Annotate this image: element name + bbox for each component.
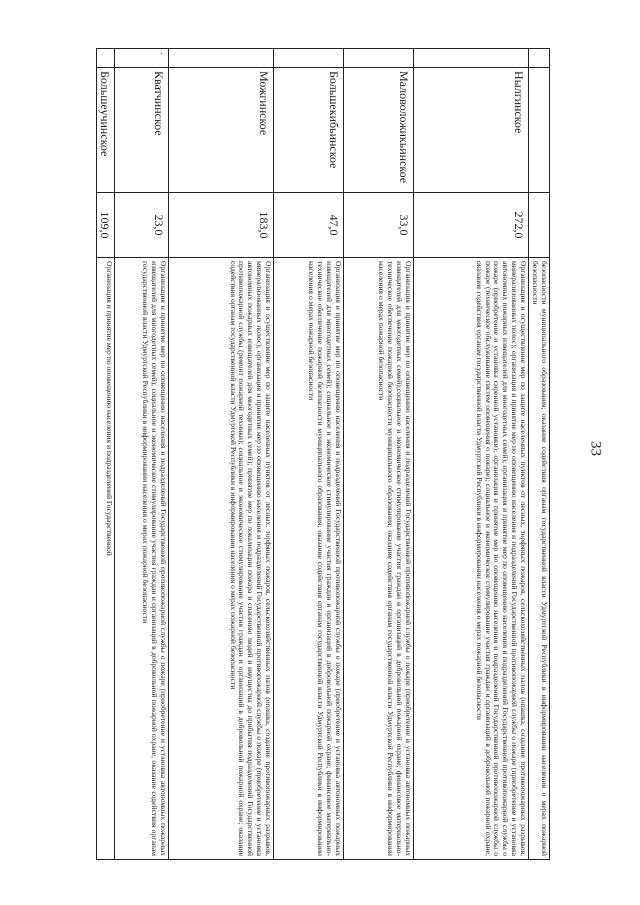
table-row (414, 49, 529, 860)
amount-value: 109,0 (97, 193, 115, 258)
measures-description: Организация и принятие мер по оповещению населения и подразделений Государственной (97, 258, 115, 860)
settlement-name: Нылгинское (414, 68, 529, 193)
table-row (169, 49, 274, 860)
settlement-name: Большекибьинское (274, 68, 344, 193)
amount-value: 33,0 (344, 193, 414, 258)
table-row (115, 49, 169, 860)
settlement-name: Можгинское (169, 68, 274, 193)
row-marker (97, 49, 115, 68)
measures-table (96, 48, 550, 860)
row-marker (344, 49, 414, 68)
row-marker (169, 49, 274, 68)
settlement-name (529, 68, 550, 193)
measures-description: Организация и принятие мер по оповещению населения и подразделений Государственной противопожарной службы о пожаре (приобретение и установка автономных пожарных извещателей для многодетных семей); социальное и экономическое стимулирование участия граждан и организаций в добровольной пожарной охране; оказание содействия органам государственной власти Удмуртской Республики в информировании населения о мерах пожарной безопасности (115, 258, 169, 860)
row-marker: . (115, 49, 169, 68)
table-row (529, 49, 550, 860)
table-row (274, 49, 344, 860)
amount-value: 47,0 (274, 193, 344, 258)
table-row (97, 49, 115, 860)
table-row (344, 49, 414, 860)
amount-value: 23,0 (115, 193, 169, 258)
settlement-name: Кватчинское (115, 68, 169, 193)
amount-value (529, 193, 550, 258)
row-marker (529, 49, 550, 68)
measures-description: безопасности муниципального образования; оказание содействия органам государственной власти Удмуртской Республики в информировании населения о мерах пожарной безопасности (529, 258, 550, 860)
amount-value: 183,0 (169, 193, 274, 258)
measures-description: Организация и принятие мер по оповещению населения и подразделений Государственной противопожарной службы о пожаре (приобретение и установка автономных пожарных извещателей для многодетных семей);социальное и экономическое стимулирование участия граждан и организаций в добровольной пожарной охране; финансовое материально-техническое обеспечение пожарной безопасности муниципального образования; оказание содействия органам государственной власти Удмуртской Республики в информировании населения о мерах пожарной безопасности (344, 258, 414, 860)
landscape-content (70, 48, 550, 860)
measures-description: Организация и принятие мер по оповещению населения и подразделений Государственной противопожарной службы о пожаре (приобретение и установка автономных пожарных извещателей для многодетных семей); социальное и экономическое стимулирование участия граждан и организаций в добровольной пожарной охране; финансовое материально-техническое обеспечение пожарной безопасности муниципального образования; оказание содействия органам государственной власти Удмуртской Республики в информировании населения о мерах пожарной безопасности (274, 258, 344, 860)
row-marker (414, 49, 529, 68)
row-marker (274, 49, 344, 68)
settlement-name: Большеучинское (97, 68, 115, 193)
amount-value: 272,0 (414, 193, 529, 258)
measures-description: Организация и осуществление мер по защите населенных пунктов от лесных, торфяных пожаров, сельскохозяйственных палов (опашка, создание противопожарных разрывов, минерализованных полос); организация и принятие мер по оповещению населения и подразделений Государственной противопожарной службы о пожаре (приобретение и установка автономных пожарных извещателей для многодетных семей); принятие мер по локализации пожара и спасению людей и имущества до прибытия подразделений Государственной противопожарной службы (ремонт пожарной техники); социальное и экономическое стимулирование участия граждан и организаций в добровольной пожарной охране; оказание содействия органам государственной власти Удмуртской Республики в информировании населения о мерах пожарной безопасности (169, 258, 274, 860)
settlement-name: Маловоложикьинское (344, 68, 414, 193)
measures-description: Организация и осуществление мер по защите населенных пунктов от лесных, торфяных пожаров, сельскохозяйственных палов (опашка, создание противопожарных разрывов, минерализованных полос); организация и принятие мер по оповещению населения и подразделений Государственной противопожарной службы о пожаре (приобретение и установка автономных пожарных извещателей для многодетных семей); организация и принятие мер по оповещению населения и подразделений Государственной противопожарной службы о пожаре (приобретение и установка сиренной установки); организация и принятие мер по оповещению населения и подразделений Государственной противопожарной службы о пожаре (техническое обслуживание систем оповещения о пожаре); социальное и экономическое стимулирование участия граждан и организаций в добровольной пожарной охране; оказание содействия органам государственной власти Удмуртской Республики в информировании населения о мерах пожарной безопасности (414, 258, 529, 860)
document-page (70, 48, 550, 860)
page-number: 33 (587, 441, 604, 456)
